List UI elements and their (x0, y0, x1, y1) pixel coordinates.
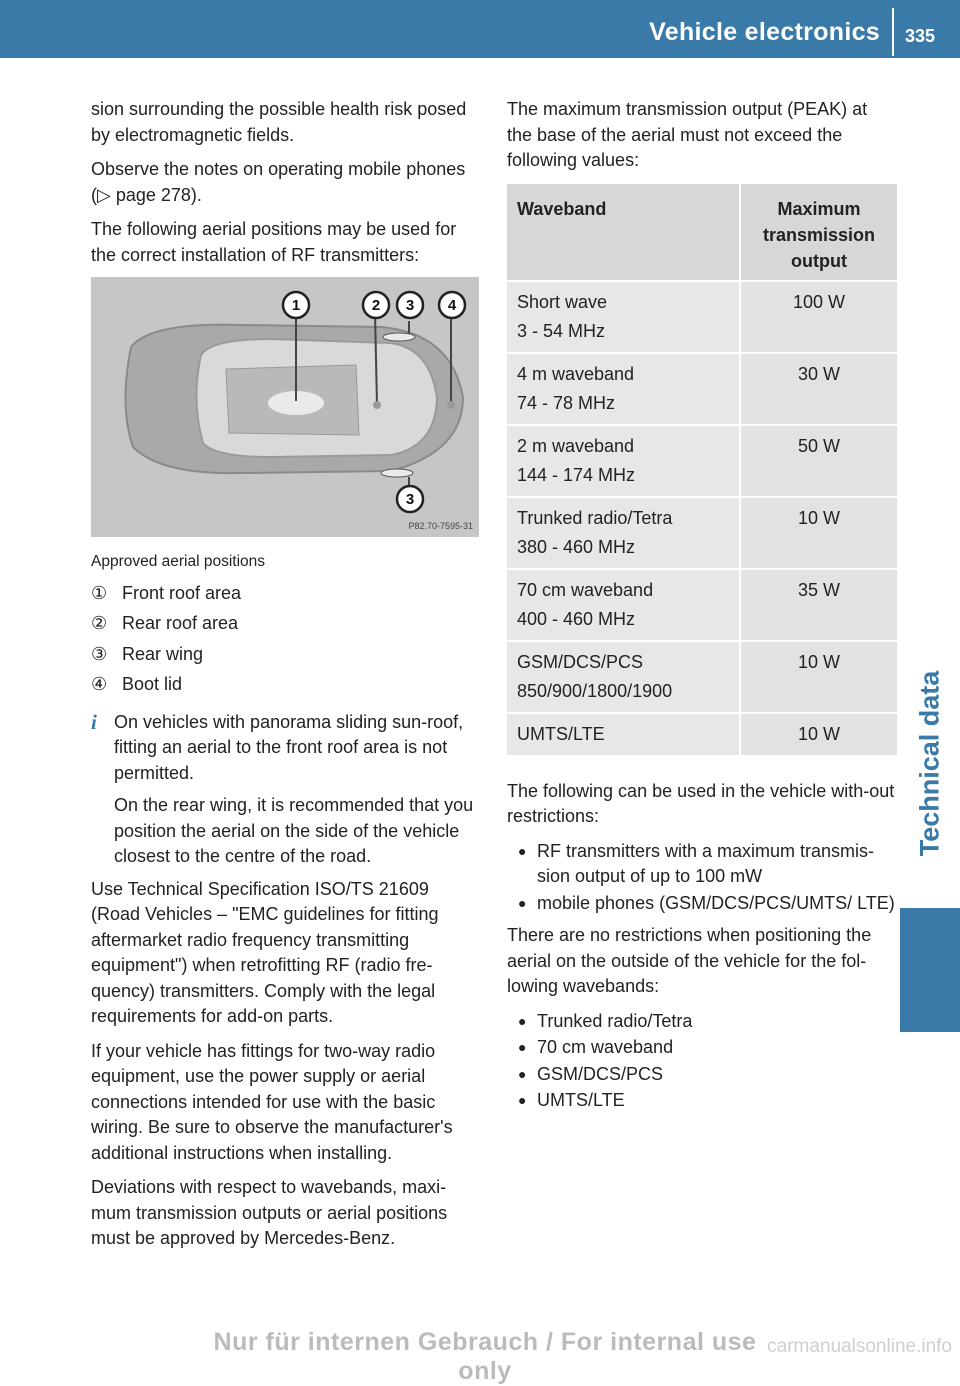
table-row (507, 641, 897, 713)
bullet-icon: ● (518, 842, 527, 859)
table-row (507, 713, 897, 755)
waveband-name: 4 m waveband (517, 363, 635, 384)
legend-number: ③ (91, 643, 108, 664)
legend-number: ② (91, 613, 108, 633)
waveband-name: Trunked radio/Tetra (517, 507, 673, 528)
list-item (507, 1009, 897, 1035)
table-header-waveband: Waveband (507, 184, 740, 281)
paragraph: sion surrounding the possible health risk posed by electromagnetic fields. (91, 99, 467, 145)
header-divider (892, 8, 894, 56)
legend-item (91, 642, 481, 668)
legend-text: Rear roof area (122, 613, 239, 633)
callout-1-label: 1 (291, 297, 301, 314)
bullet-icon: ● (518, 1065, 527, 1082)
paragraph: If your vehicle has fittings for two-way radio equipment, use the power supply or aerial connections intended for use with the basic wiring. Be sure to observe the manufacturer's additional instructions when installing. (91, 1040, 453, 1163)
legend-text: Boot lid (122, 674, 183, 694)
waveband-range: 850/900/1800/1900 (517, 680, 673, 701)
paragraph: The following can be used in the vehicle with-out restrictions: (507, 780, 895, 826)
info-icon: i (91, 709, 97, 734)
paragraph: The following aerial positions may be used for the correct installation of RF transmitters: (91, 219, 457, 265)
bullet-icon: ● (518, 894, 527, 911)
list-item-text: GSM/DCS/PCS (537, 1063, 664, 1084)
table-row (507, 281, 897, 353)
list-item (507, 839, 897, 890)
bullet-icon: ● (518, 1012, 527, 1029)
figure-caption: Approved aerial positions (91, 553, 266, 570)
list-item-text: UMTS/LTE (537, 1090, 625, 1110)
table-header-output: Maximum transmission output (740, 184, 897, 281)
info-text: On the rear wing, it is recommended that you position the aerial on the side of the vehicle closest to the centre of the road. (114, 795, 474, 866)
legend-number: ④ (91, 674, 108, 694)
list-item-text: Trunked radio/Tetra (537, 1010, 693, 1031)
waveband-range: 400 - 460 MHz (517, 608, 636, 629)
site-watermark: carmanualsonline.info (767, 1336, 952, 1357)
output-value: 50 W (740, 425, 897, 497)
legend-number: ① (91, 582, 108, 603)
legend-item (91, 672, 481, 698)
paragraph: There are no restrictions when positioning the aerial on the outside of the vehicle for the fol-lowing wavebands: (507, 925, 872, 996)
legend-item (91, 581, 481, 607)
chapter-tab-label: Technical data (914, 670, 945, 856)
list-item (507, 1088, 897, 1114)
waveband-name: GSM/DCS/PCS (517, 651, 644, 672)
aerial-positions-figure (91, 277, 479, 537)
info-note (91, 710, 481, 877)
callout-3-lower-label: 3 (405, 491, 415, 508)
figure-code: P82.70-7595-31 (408, 521, 473, 531)
paragraph: The maximum transmission output (PEAK) at the base of the aerial must not exceed the following values: (507, 99, 868, 170)
list-item (507, 1035, 897, 1061)
car-top-view-illustration (91, 277, 479, 537)
output-value: 10 W (740, 641, 897, 713)
callout-4-label: 4 (447, 297, 457, 314)
table-row (507, 497, 897, 569)
legend-item (91, 611, 481, 637)
legend-text: Rear wing (122, 643, 204, 664)
waveband-range: 144 - 174 MHz (517, 464, 636, 485)
table-row (507, 569, 897, 641)
header-bar (0, 0, 960, 58)
callout-2-label: 2 (371, 297, 381, 314)
chapter-tab-marker (900, 908, 960, 1032)
transmission-output-table (507, 184, 897, 755)
paragraph: Deviations with respect to wavebands, maxi-mum transmission outputs or aerial positions must be approved by Mercedes-Benz. (91, 1177, 448, 1248)
output-value: 10 W (740, 713, 897, 755)
right-column (507, 97, 897, 1115)
bullet-icon: ● (518, 1039, 527, 1055)
waveband-range: 3 - 54 MHz (517, 320, 606, 341)
list-item-text: RF transmitters with a maximum transmis-sion output of up to 100 mW (537, 840, 875, 886)
waveband-range: 380 - 460 MHz (517, 536, 636, 557)
list-item (507, 891, 897, 917)
waveband-name: 70 cm waveband (517, 579, 654, 600)
callout-3-label: 3 (405, 297, 415, 314)
paragraph: Use Technical Specification ISO/TS 21609 (Road Vehicles – "EMC guidelines for fitting aftermarket radio frequency transmitting equipment") when retrofitting RF (radio fre-quency) transmitters. Comply with the legal requirements for add-on parts. (91, 878, 439, 1026)
waveband-name: 2 m waveband (517, 435, 635, 456)
list-item-text: mobile phones (GSM/DCS/PCS/UMTS/ LTE) (537, 892, 895, 913)
paragraph: Observe the notes on operating mobile phones (▷ page 278). (91, 159, 466, 205)
table-row (507, 353, 897, 425)
table-row (507, 425, 897, 497)
output-value: 35 W (740, 569, 897, 641)
list-item-text: 70 cm waveband (537, 1037, 674, 1057)
bullet-icon: ● (518, 1092, 527, 1108)
output-value: 10 W (740, 497, 897, 569)
page-number: 335 (905, 26, 936, 46)
waveband-range: 74 - 78 MHz (517, 392, 616, 413)
left-column (91, 97, 481, 1261)
waveband-name: UMTS/LTE (517, 723, 605, 744)
chapter-tab (900, 633, 960, 893)
list-item (507, 1062, 897, 1088)
info-text: On vehicles with panorama sliding sun-roof, fitting an aerial to the front roof area is not permitted. (114, 711, 464, 783)
output-value: 100 W (740, 281, 897, 353)
internal-use-notice: Nur für internen Gebrauch / For internal use only (213, 1328, 757, 1385)
legend-text: Front roof area (122, 582, 242, 603)
section-title: Vehicle electronics (649, 18, 880, 46)
output-value: 30 W (740, 353, 897, 425)
waveband-name: Short wave (517, 291, 608, 312)
